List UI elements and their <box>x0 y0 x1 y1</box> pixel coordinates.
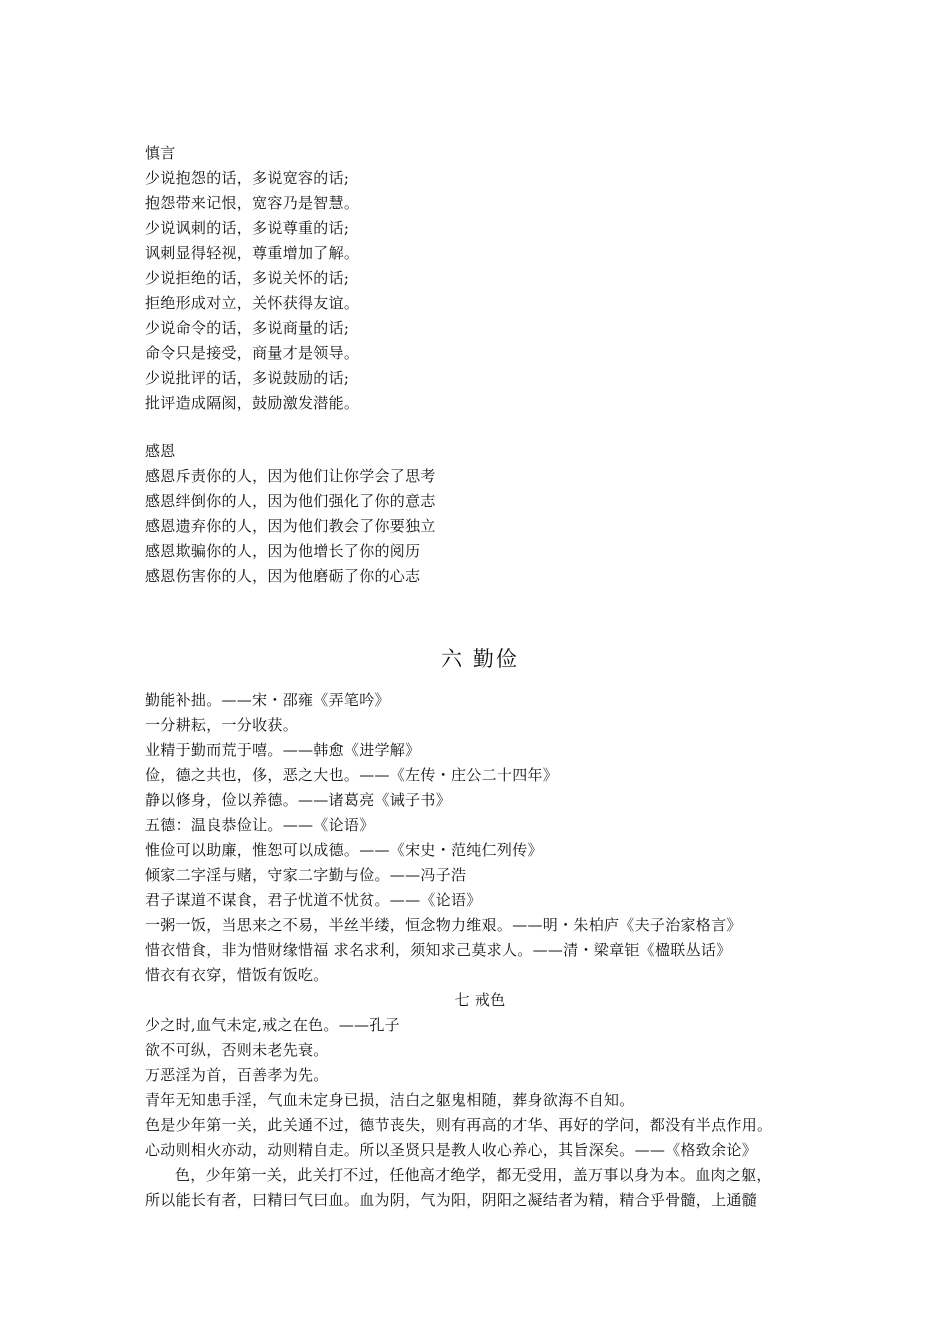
text-line: 感恩伤害你的人，因为他磨砺了你的心志 <box>145 567 421 585</box>
section-qinjian <box>145 688 815 1213</box>
chapter-heading: 七 戒色 <box>454 991 506 1009</box>
text-line: 五德：温良恭俭让。——《论语》 <box>145 816 375 834</box>
text-line: 抱怨带来记恨，宽容乃是智慧。 <box>145 194 360 212</box>
text-line: 少之时,血气未定,戒之在色。——孔子 <box>145 1016 400 1034</box>
text-line: 少说命令的话，多说商量的话; <box>145 319 350 337</box>
text-line: 惟俭可以助廉，惟恕可以成德。——《宋史・范纯仁列传》 <box>145 841 543 859</box>
text-line: 君子谋道不谋食，君子忧道不忧贫。——《论语》 <box>145 891 482 909</box>
text-line: 感恩遗弃你的人，因为他们教会了你要独立 <box>145 517 436 535</box>
text-line: 少说拒绝的话，多说关怀的话; <box>145 269 350 287</box>
text-line: 一分耕耘，一分收获。 <box>145 716 299 734</box>
text-line: 万恶淫为首，百善孝为先。 <box>145 1066 329 1084</box>
text-line: 色是少年第一关，此关通不过，德节丧失，则有再高的才华、再好的学问，都没有半点作用。 <box>145 1116 773 1134</box>
text-line: 批评造成隔阂，鼓励激发潜能。 <box>145 394 360 412</box>
text-line: 欲不可纵，否则未老先衰。 <box>145 1041 329 1059</box>
text-line: 一粥一饭，当思来之不易，半丝半缕，恒念物力维艰。——明・朱柏庐《夫子治家格言》 <box>145 916 742 934</box>
section-title: 慎言 <box>145 144 176 162</box>
section-ganen <box>145 439 815 589</box>
text-line: 感恩绊倒你的人，因为他们强化了你的意志 <box>145 492 436 510</box>
text-line: 感恩欺骗你的人，因为他增长了你的阅历 <box>145 542 421 560</box>
text-line: 惜衣有衣穿，惜饭有饭吃。 <box>145 966 329 984</box>
text-line: 少说抱怨的话，多说宽容的话; <box>145 169 350 187</box>
text-line: 惜衣惜食，非为惜财缘惜福 求名求利，须知求己莫求人。——清・梁章钜《楹联丛话》 <box>145 941 732 959</box>
section-shenyan <box>145 141 815 416</box>
text-line: 感恩斥责你的人，因为他们让你学会了思考 <box>145 467 436 485</box>
text-line: 命令只是接受，商量才是领导。 <box>145 344 360 362</box>
text-line: 讽刺显得轻视，尊重增加了解。 <box>145 244 360 262</box>
text-line: 青年无知患手淫，气血未定身已损，洁白之躯鬼相随，葬身欲海不自知。 <box>145 1091 635 1109</box>
text-line: 拒绝形成对立，关怀获得友谊。 <box>145 294 360 312</box>
text-line: 勤能补拙。——宋・邵雍《弄笔吟》 <box>145 691 390 709</box>
chapter-heading: 六 勤俭 <box>441 647 519 671</box>
text-line: 静以修身，俭以养德。——诸葛亮《诫子书》 <box>145 791 452 809</box>
section-title: 感恩 <box>145 442 176 460</box>
text-line: 少说讽刺的话，多说尊重的话; <box>145 219 350 237</box>
text-line: 少说批评的话，多说鼓励的话; <box>145 369 350 387</box>
text-line: 心动则相火亦动，动则精自走。所以圣贤只是教人收心养心，其旨深矣。——《格致余论》 <box>145 1141 758 1159</box>
text-line: 倾家二字淫与赌，守家二字勤与俭。——冯子浩 <box>145 866 467 884</box>
paragraph-line: 色，少年第一关，此关打不过，任他高才绝学，都无受用，盖万事以身为本。血肉之躯， <box>175 1166 772 1184</box>
text-line: 俭，德之共也，侈，恶之大也。——《左传・庄公二十四年》 <box>145 766 559 784</box>
paragraph-line: 所以能长有者，曰精曰气曰血。血为阴，气为阳，阴阳之凝结者为精，精合乎骨髓，上通髓 <box>145 1191 758 1209</box>
text-line: 业精于勤而荒于嘻。——韩愈《进学解》 <box>145 741 421 759</box>
